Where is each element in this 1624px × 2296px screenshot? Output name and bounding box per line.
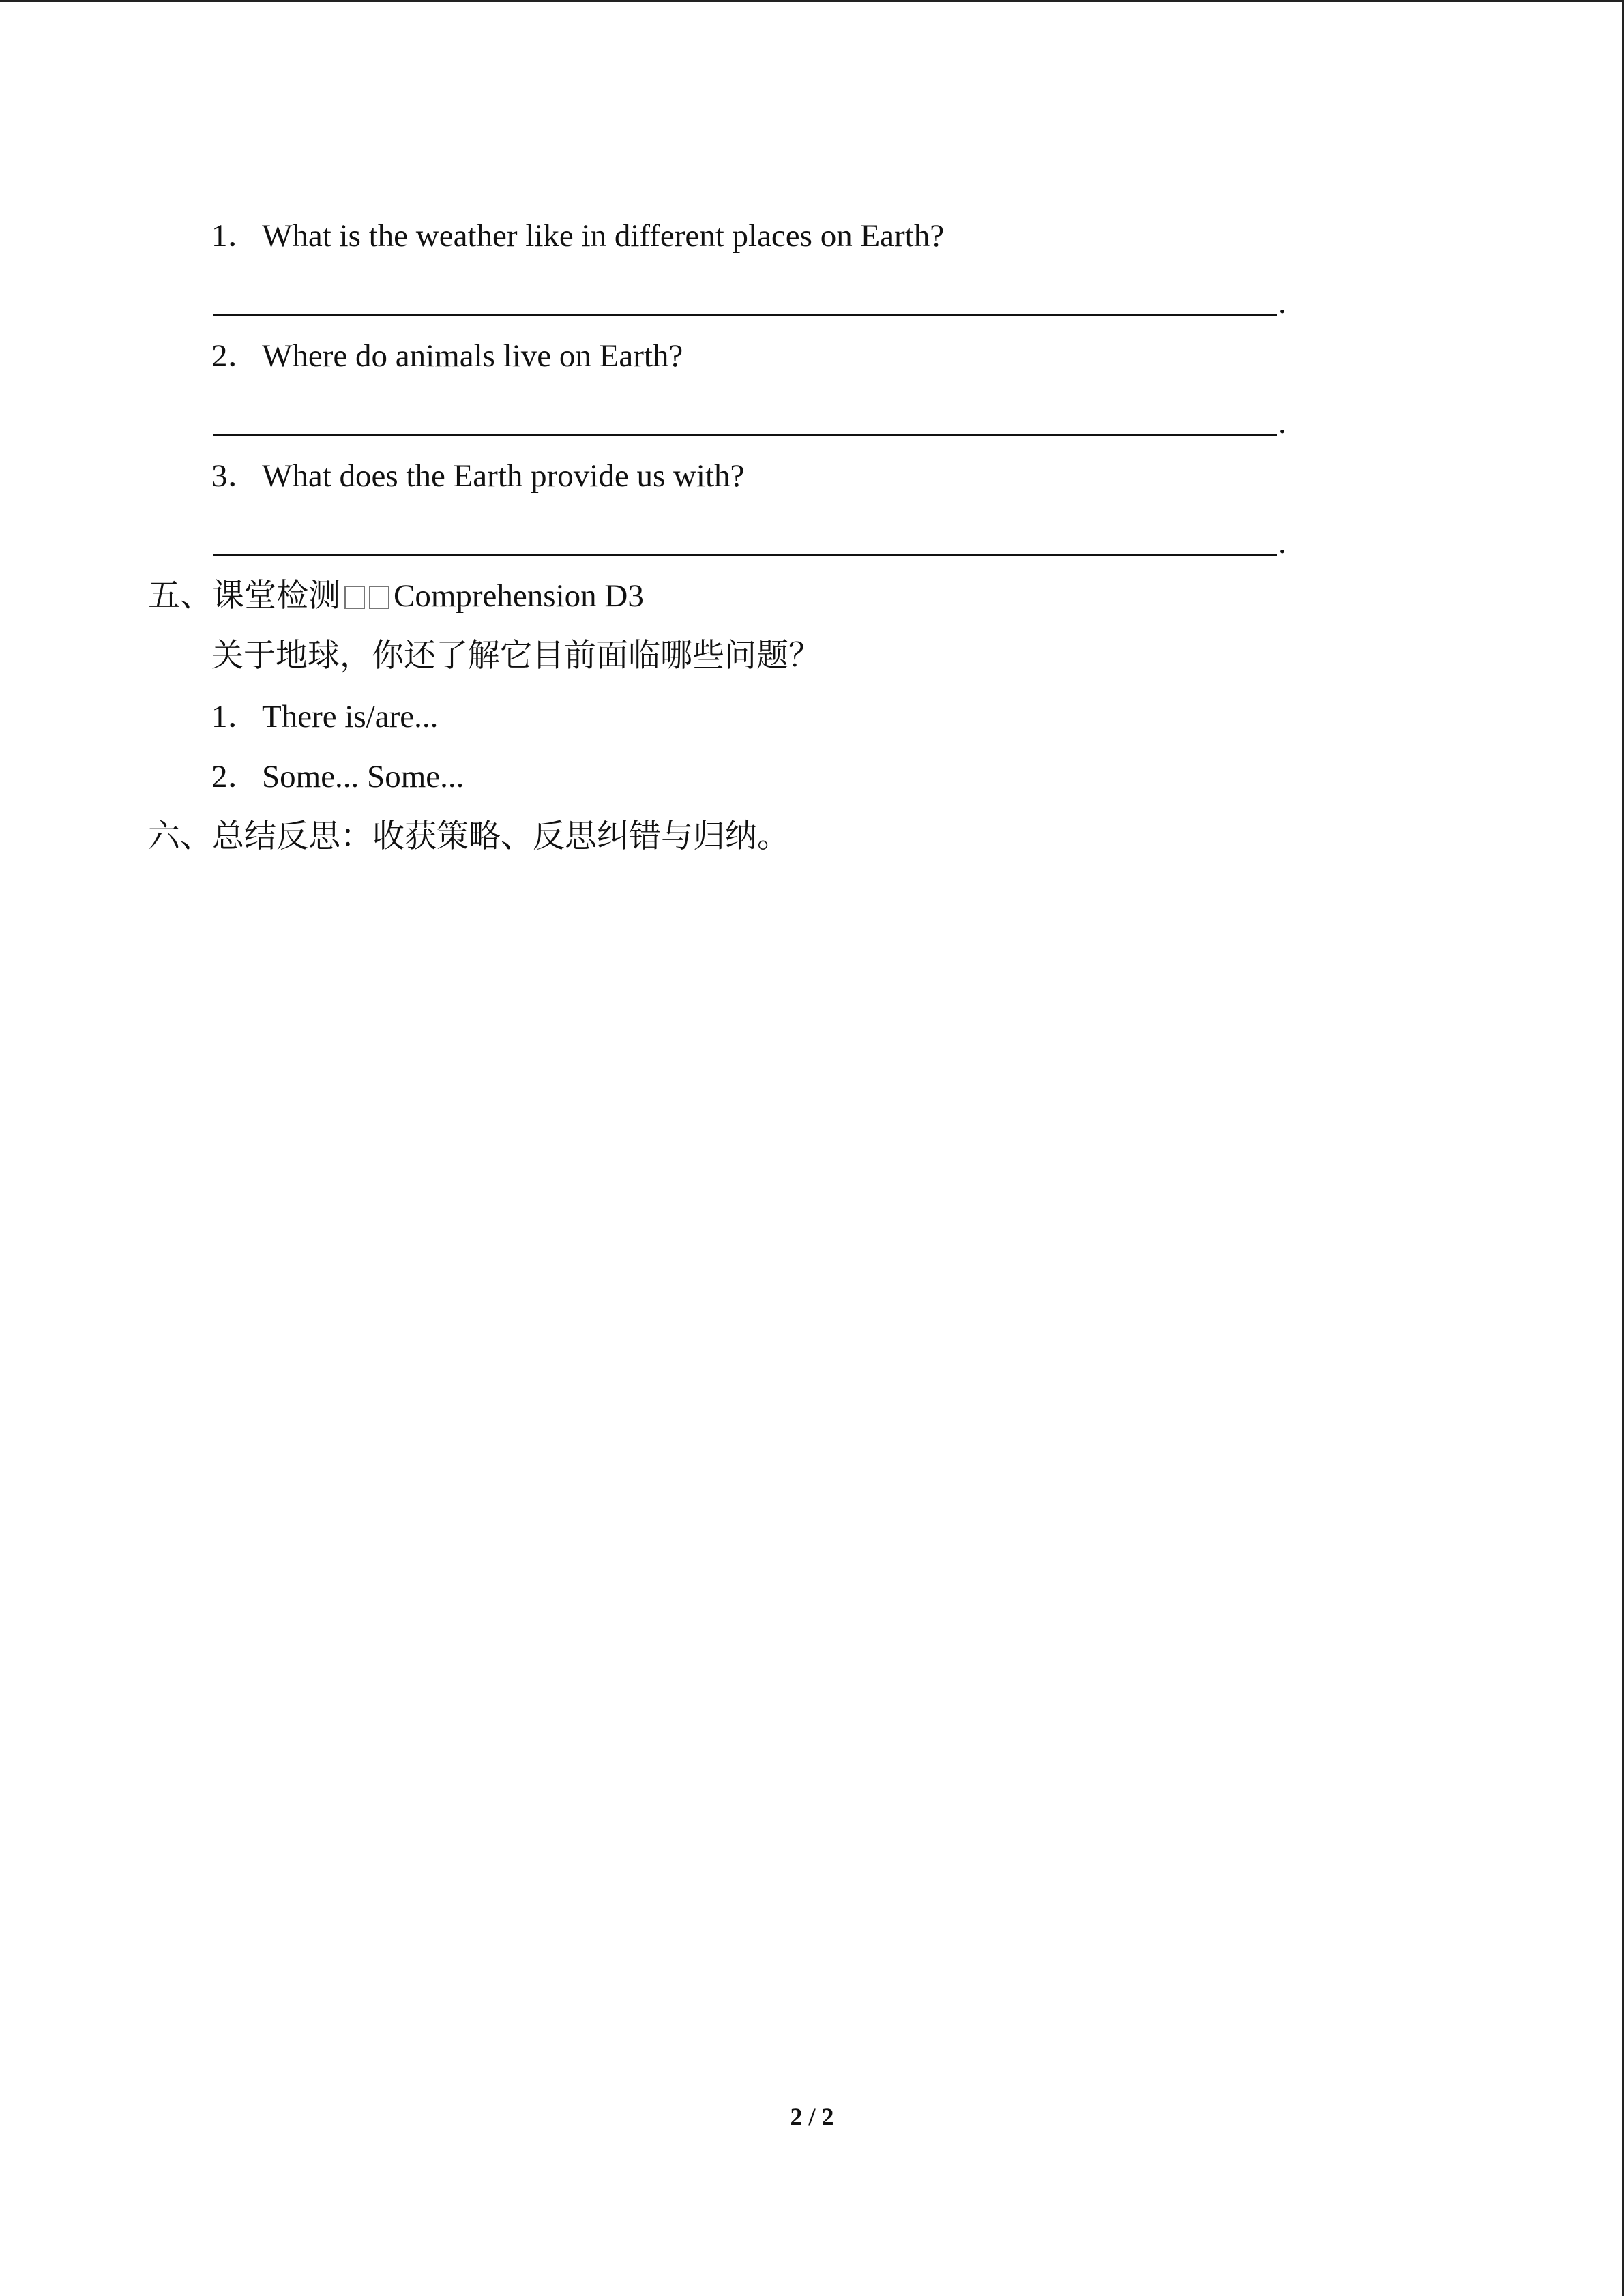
answer-underline	[213, 434, 1277, 436]
section-5-heading	[148, 576, 644, 616]
question-text: What does the Earth provide us with?	[262, 458, 745, 494]
question-text: What is the weather like in different places on Earth?	[262, 218, 945, 254]
item-text: There is/are...	[262, 699, 439, 734]
question-number: 1．	[211, 218, 260, 254]
question-number: 3．	[211, 458, 260, 494]
answer-period: .	[1278, 405, 1286, 441]
section-5-heading-suffix: Comprehension D3	[394, 578, 644, 614]
section-5-heading-prefix: 五、课堂检测	[148, 578, 340, 614]
section-6-heading: 六、总结反思：收获策略、反思纠错与归纳。	[148, 819, 789, 854]
question-text: Where do animals live on Earth?	[262, 338, 683, 374]
answer-period: .	[1278, 285, 1286, 320]
answer-period: .	[1278, 525, 1286, 561]
question-2	[211, 336, 683, 376]
answer-line-1[interactable]	[213, 275, 1286, 320]
answer-line-2[interactable]	[213, 396, 1286, 441]
placeholder-box-icon	[344, 586, 365, 609]
answer-line-3[interactable]	[213, 516, 1286, 561]
question-number: 2．	[211, 338, 260, 374]
section-5-item-2	[211, 756, 464, 797]
placeholder-box-icon	[369, 586, 389, 609]
section-5-prompt: 关于地球，你还了解它目前面临哪些问题？	[211, 638, 821, 674]
item-number: 2．	[211, 759, 260, 794]
page-number: 2 / 2	[790, 2103, 834, 2130]
answer-underline	[213, 314, 1277, 316]
question-1	[211, 215, 944, 256]
question-3	[211, 456, 744, 496]
item-number: 1．	[211, 699, 260, 734]
section-5-item-1	[211, 696, 438, 737]
item-text: Some... Some...	[262, 759, 464, 794]
answer-underline	[213, 554, 1277, 556]
page-top-border	[0, 0, 1624, 2]
